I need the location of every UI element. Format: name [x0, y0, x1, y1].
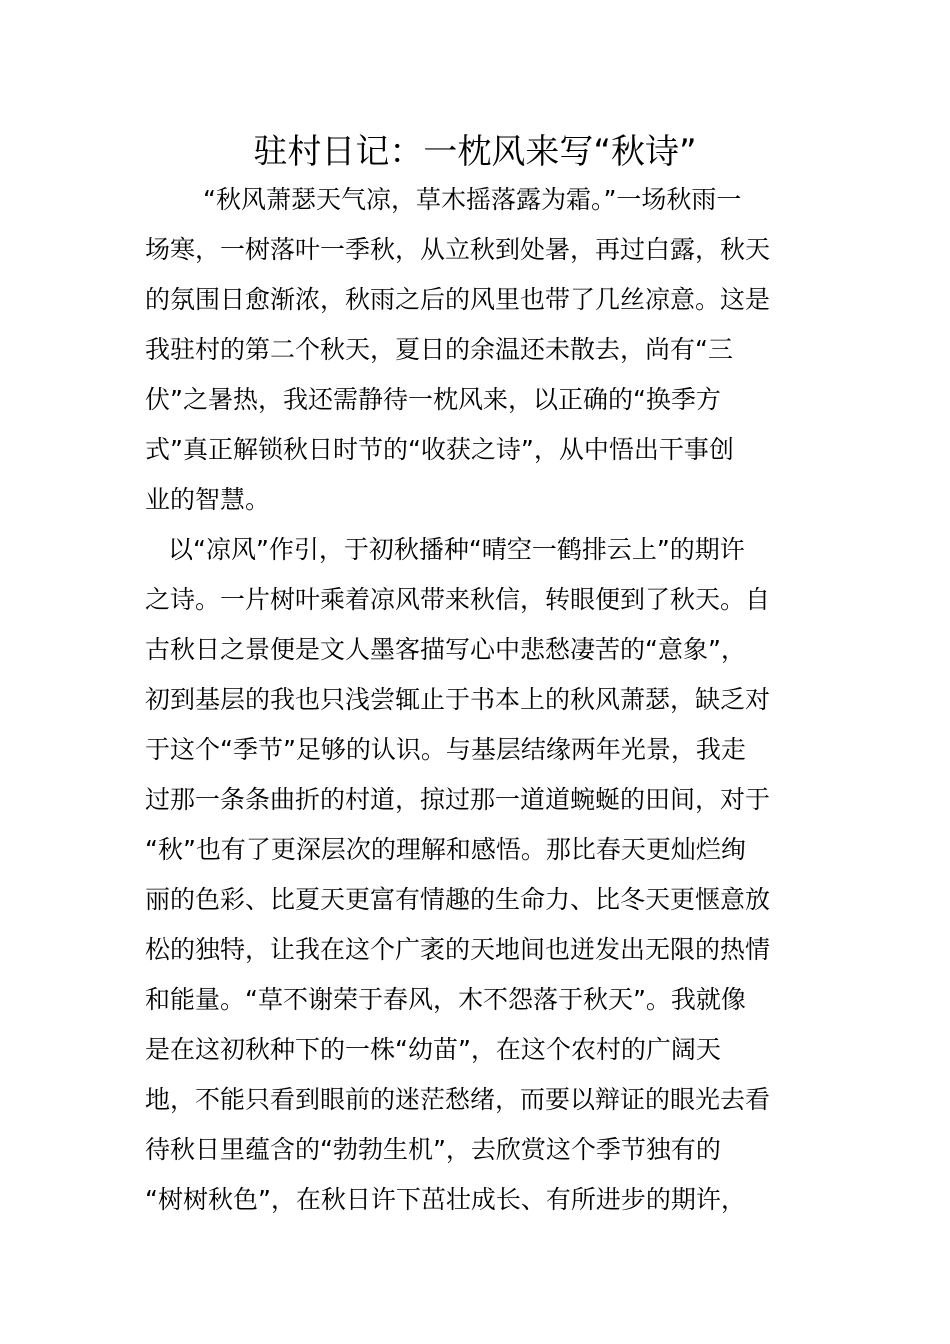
text-line: 场寒，一树落叶一季秋，从立秋到处暑，再过白露，秋天 [145, 235, 771, 264]
text-line: 业的智慧。 [145, 485, 271, 514]
text-line: 于这个“季节”足够的认识。与基层结缘两年光景，我走 [145, 735, 746, 764]
text-line: 地，不能只看到眼前的迷茫愁绪，而要以辩证的眼光去看 [145, 1085, 771, 1114]
text-line: 过那一条条曲折的村道，掠过那一道道蜿蜒的田间，对于 [145, 785, 771, 814]
text-line: 以“凉风”作引，于初秋播种“晴空一鹤排云上”的期许 [168, 535, 745, 564]
text-line: 和能量。“草不谢荣于春风，木不怨落于秋天”。我就像 [145, 985, 746, 1014]
text-line: 初到基层的我也只浅尝辄止于书本上的秋风萧瑟，缺乏对 [145, 685, 771, 714]
text-line: 古秋日之景便是文人墨客描写心中悲愁凄苦的“意象”， [145, 635, 746, 664]
text-line: 式”真正解锁秋日时节的“收获之诗”，从中悟出干事创 [145, 435, 734, 464]
text-line: 之诗。一片树叶乘着凉风带来秋信，转眼便到了秋天。自 [145, 585, 771, 614]
page-title: 驻村日记：一枕风来写“秋诗” [253, 132, 697, 172]
text-line: 的氛围日愈渐浓，秋雨之后的风里也带了几丝凉意。这是 [145, 285, 771, 314]
text-line: 伏”之暑热，我还需静待一枕风来，以正确的“换季方 [145, 385, 721, 414]
text-line: 松的独特，让我在这个广袤的天地间也迸发出无限的热情 [145, 935, 771, 964]
text-line: 待秋日里蕴含的“勃勃生机”，去欣赏这个季节独有的 [145, 1135, 721, 1164]
text-line: “秋风萧瑟天气凉，草木摇落露为霜。”一场秋雨一 [203, 185, 742, 214]
text-line: 丽的色彩、比夏天更富有情趣的生命力、比冬天更惬意放 [145, 885, 771, 914]
text-line: 是在这初秋种下的一株“幼苗”，在这个农村的广阔天 [145, 1035, 721, 1064]
text-line: 我驻村的第二个秋天，夏日的余温还未散去，尚有“三 [145, 335, 733, 364]
text-line: “秋”也有了更深层次的理解和感悟。那比春天更灿烂绚 [145, 835, 746, 864]
text-line: “树树秋色”，在秋日许下茁壮成长、有所进步的期许， [145, 1185, 746, 1214]
